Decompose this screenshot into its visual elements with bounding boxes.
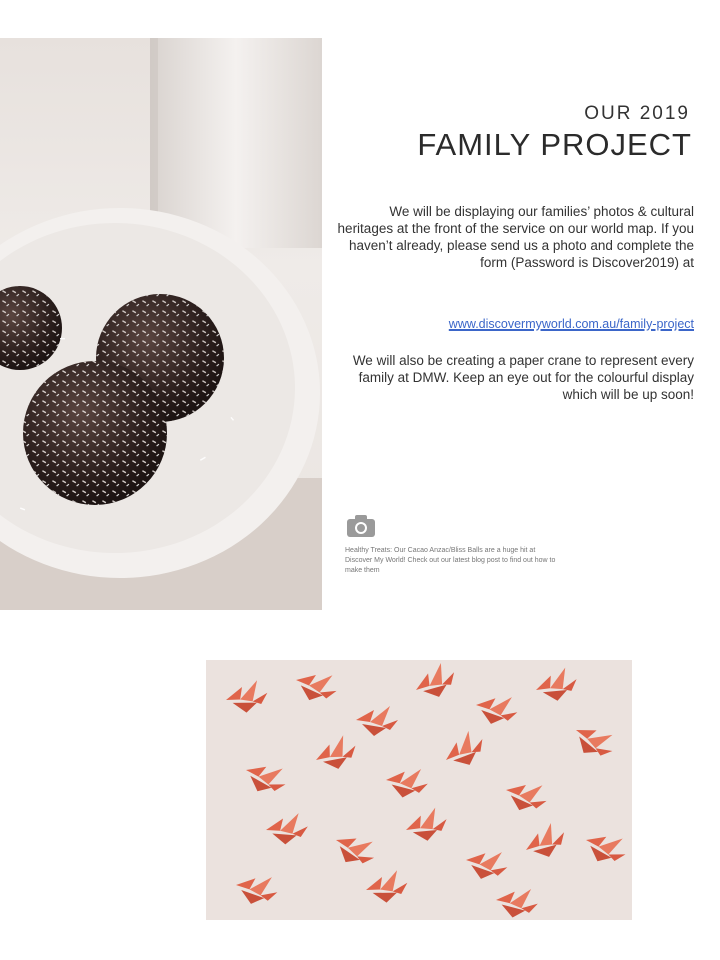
photo-caption: Healthy Treats: Our Cacao Anzac/Bliss Balls are a huge hit at Discover My World! Check out our latest blog post to find out how to make them	[345, 547, 556, 574]
title-small: OUR 2019	[584, 103, 690, 124]
paper-cranes-photo	[206, 660, 632, 920]
camera-icon	[346, 514, 376, 543]
intro-paragraph: We will be displaying our families’ photos & cultural heritages at the front of the service on our world map. If you haven’t already, please send us a photo and complete the form (Password is Discover2019) at	[337, 204, 694, 270]
bliss-balls-photo	[0, 38, 322, 610]
page-title: FAMILY PROJECT	[417, 127, 692, 162]
family-project-link[interactable]: www.discovermyworld.com.au/family-project	[448, 317, 694, 331]
crane-paragraph: We will also be creating a paper crane to represent every family at DMW. Keep an eye out for the colourful display which will be up soon!	[352, 353, 694, 402]
